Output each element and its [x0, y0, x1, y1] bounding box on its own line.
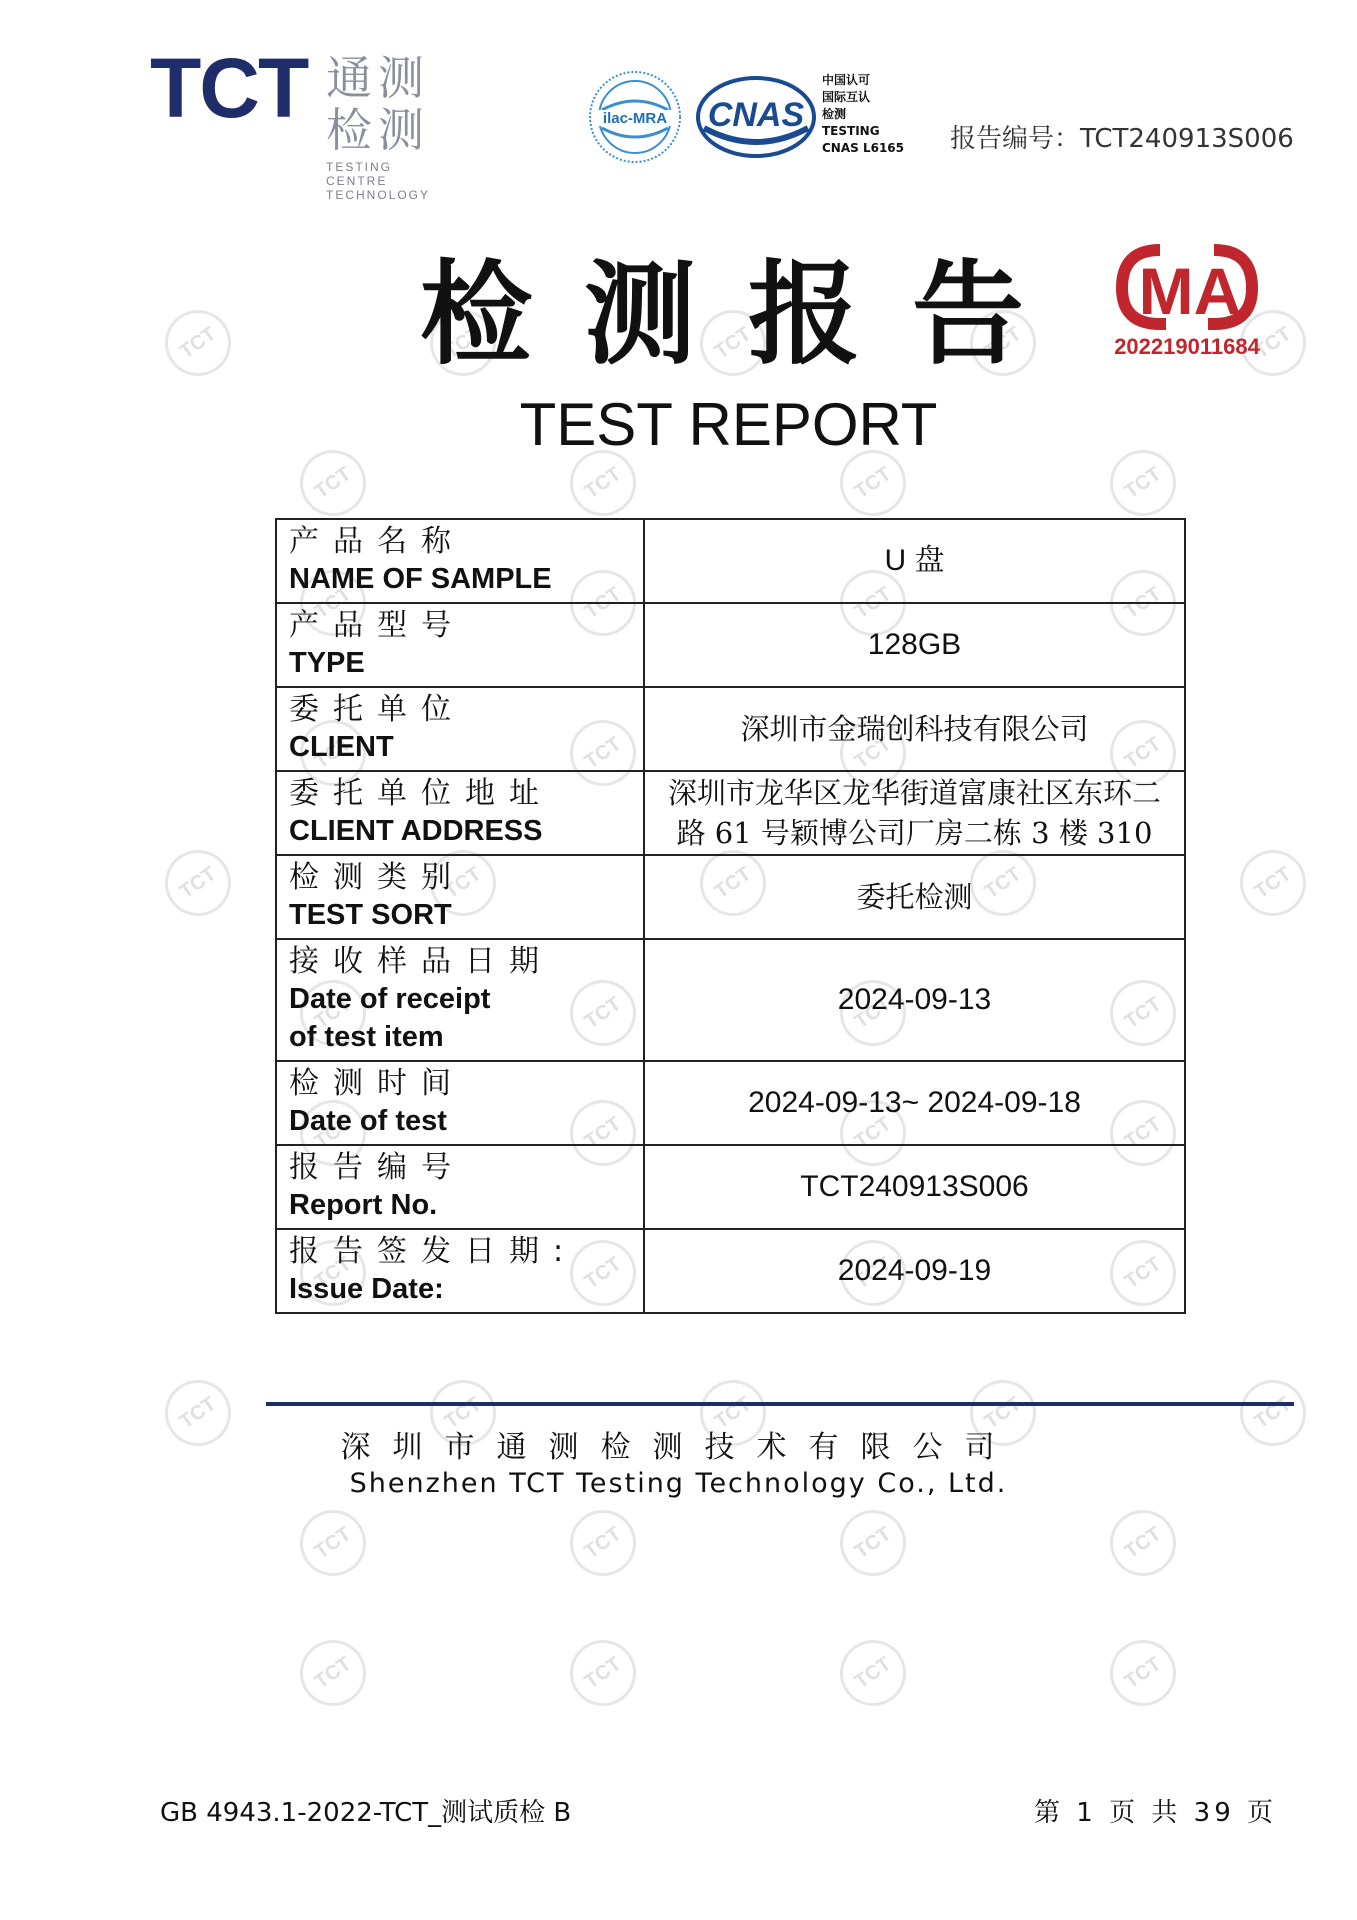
ilac-mra-icon: [588, 70, 682, 164]
field-label-chinese: 委托单位: [289, 692, 465, 727]
tct-watermark-icon: [557, 1627, 649, 1719]
ilac-text: ilac-MRA: [602, 110, 668, 127]
tct-watermark-icon: [827, 1627, 919, 1719]
standard-reference: GB 4943.1-2022-TCT_测试质检 B: [160, 1798, 572, 1828]
logo-english-name: TESTING CENTRE TECHNOLOGY: [326, 160, 431, 202]
table-row: [276, 1145, 1185, 1229]
field-label-english: Issue Date:: [289, 1273, 444, 1305]
footer-divider: [266, 1402, 1294, 1406]
cnas-line: 中国认可: [822, 73, 871, 87]
field-label-english: NAME OF SAMPLE: [289, 563, 552, 595]
field-value: TCT240913S006: [644, 1145, 1185, 1229]
field-label-chinese: 委托单位地址: [289, 776, 553, 811]
field-value: 深圳市龙华区龙华街道富康社区东环二路 61 号颖博公司厂房二栋 3 楼 310: [644, 771, 1185, 855]
field-label-english: Date of test: [289, 1105, 447, 1137]
tct-watermark-icon: [152, 837, 244, 929]
field-value: 2024-09-19: [644, 1229, 1185, 1313]
report-number-header: 报告编号：TCT240913S006: [950, 124, 1294, 154]
page-indicator: 第 1 页 共 39 页: [1034, 1798, 1277, 1828]
company-name-english: Shenzhen TCT Testing Technology Co., Ltd.: [349, 1468, 1008, 1499]
tct-watermark-icon: [152, 297, 244, 389]
field-value: 2024-09-13~ 2024-09-18: [644, 1061, 1185, 1145]
field-label: [276, 855, 644, 939]
field-label-chinese: 报告签发日期:: [289, 1234, 578, 1269]
cnas-accreditation-text: [822, 72, 904, 157]
logo-brand: TCT: [150, 41, 308, 135]
report-info-table: [275, 518, 1186, 1314]
cnas-text: CNAS: [707, 96, 805, 134]
tct-watermark-icon: [287, 1627, 379, 1719]
cnas-line: 国际互认: [822, 90, 871, 104]
table-row: [276, 771, 1185, 855]
field-value: 128GB: [644, 603, 1185, 687]
table-row: [276, 603, 1185, 687]
table-row: [276, 1229, 1185, 1313]
table-row: [276, 939, 1185, 1061]
cma-number: 202219011684: [1114, 334, 1260, 359]
cnas-line: CNAS L6165: [822, 141, 905, 155]
tct-watermark-icon: [557, 1497, 649, 1589]
field-value: U 盘: [644, 519, 1185, 603]
table-row: [276, 687, 1185, 771]
field-value: 2024-09-13: [644, 939, 1185, 1061]
field-label: [276, 771, 644, 855]
tct-watermark-icon: [1097, 1497, 1189, 1589]
field-label-english: TYPE: [289, 647, 365, 679]
cma-text: MA: [1138, 254, 1242, 328]
field-label-chinese: 检测时间: [289, 1066, 465, 1101]
title-english: TEST REPORT: [519, 391, 938, 458]
cnas-line: TESTING: [822, 124, 880, 138]
field-label-chinese: 检测类别: [289, 860, 465, 895]
field-label-chinese: 产品型号: [289, 608, 465, 643]
field-label-chinese: 接收样品日期: [289, 944, 553, 979]
field-value: 深圳市金瑞创科技有限公司: [644, 687, 1185, 771]
field-label-english: TEST SORT: [289, 899, 452, 931]
field-label-chinese: 报告编号: [289, 1150, 465, 1185]
table-row: [276, 1061, 1185, 1145]
field-label-chinese: 产品名称: [289, 524, 465, 559]
company-name-chinese: 深圳市通测检测技术有限公司: [340, 1430, 1017, 1465]
field-label: [276, 519, 644, 603]
tct-watermark-icon: [827, 1497, 919, 1589]
table-row: [276, 855, 1185, 939]
tct-watermark-icon: [1227, 837, 1319, 929]
field-label: [276, 1229, 644, 1313]
field-label-english: Report No.: [289, 1189, 438, 1221]
title-chinese: 检测报告: [420, 250, 1076, 380]
tct-watermark-icon: [287, 1497, 379, 1589]
table-row: [276, 519, 1185, 603]
field-label: [276, 603, 644, 687]
tct-logo: [150, 41, 431, 202]
logo-chinese-name: 通测检测: [326, 51, 430, 157]
field-label: [276, 1145, 644, 1229]
field-label-english: Date of receipt of test item: [289, 983, 491, 1053]
field-label-english: CLIENT: [289, 731, 394, 763]
cnas-icon: [696, 76, 816, 158]
cnas-line: 检测: [822, 107, 847, 121]
tct-watermark-icon: [1097, 1627, 1189, 1719]
field-label-english: CLIENT ADDRESS: [289, 815, 543, 847]
cma-stamp-icon: [1112, 232, 1262, 362]
field-label: [276, 939, 644, 1061]
field-label: [276, 1061, 644, 1145]
field-label: [276, 687, 644, 771]
field-value: 委托检测: [644, 855, 1185, 939]
